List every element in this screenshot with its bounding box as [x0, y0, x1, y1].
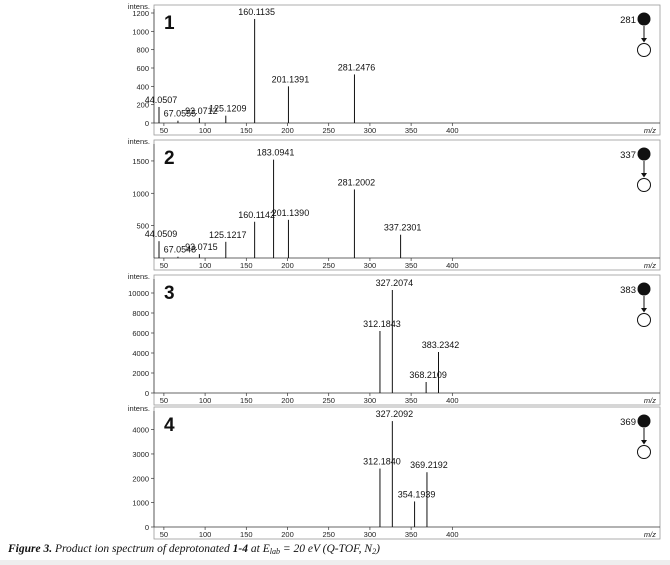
peak-label: 44.0509	[144, 229, 178, 240]
peak-label: 327.2092	[375, 409, 414, 420]
x-tick-label: 50	[159, 396, 169, 405]
precursor-label: 337	[620, 150, 636, 161]
caption-conditions: = 20 eV (Q-TOF, N	[279, 543, 373, 555]
x-tick-label: 200	[281, 530, 294, 539]
panel-number: 1	[164, 13, 175, 34]
x-tick-label: 200	[281, 126, 294, 135]
x-tick-label: 250	[322, 396, 335, 405]
peak-label: 354.1939	[397, 489, 436, 500]
x-tick-label: 100	[198, 396, 212, 405]
y-tick-label: 0	[144, 389, 149, 398]
precursor-ion-circle	[638, 148, 651, 161]
peak-label: 368.2109	[409, 370, 447, 380]
x-tick-label: 200	[281, 261, 294, 270]
y-tick-label: 1200	[132, 9, 149, 18]
x-tick-label: 150	[240, 396, 253, 405]
caption-gas-subscript: 2	[372, 547, 377, 556]
peak-label: 281.2476	[337, 62, 376, 73]
peak-label: 93.0712	[185, 105, 218, 116]
precursor-label: 383	[620, 285, 636, 296]
y-tick-label: 600	[136, 64, 149, 73]
peak-label: 337.2301	[383, 222, 422, 233]
x-tick-label: 150	[240, 261, 253, 270]
x-tick-label: 150	[240, 126, 253, 135]
peak-label: 160.1135	[238, 6, 276, 17]
peak-label: 67.0555	[163, 108, 197, 119]
fragmentation-arrowhead	[641, 173, 647, 178]
y-tick-label: 2000	[132, 369, 149, 378]
x-axis-label: m/z	[643, 396, 656, 405]
peak-label: 125.1209	[209, 103, 247, 114]
y-axis-label: intens.	[127, 404, 150, 413]
caption-energy: at E	[248, 543, 270, 555]
y-axis-label: intens.	[127, 2, 150, 11]
x-tick-label: 100	[198, 530, 212, 539]
x-tick-label: 400	[446, 530, 459, 539]
x-tick-label: 250	[322, 261, 335, 270]
x-tick-label: 300	[363, 530, 377, 539]
peak-label: 383.2342	[421, 340, 460, 350]
y-tick-label: 1500	[132, 156, 149, 166]
x-tick-label: 250	[322, 530, 335, 539]
x-tick-label: 400	[446, 126, 459, 135]
x-tick-label: 400	[446, 261, 459, 270]
peak-label: 67.0548	[163, 244, 197, 255]
fragmentation-arrowhead	[641, 308, 647, 313]
peak-label: 281.2002	[337, 177, 376, 188]
precursor-label: 281	[620, 15, 636, 26]
y-tick-label: 1000	[132, 189, 149, 199]
spectrum-panel-4	[128, 404, 660, 539]
x-axis-label: m/z	[643, 261, 656, 270]
panel-frame	[154, 407, 660, 539]
y-tick-label: 8000	[132, 309, 149, 318]
peak-label: 312.1843	[363, 319, 401, 329]
y-tick-label: 6000	[132, 329, 149, 338]
x-tick-label: 250	[322, 126, 335, 135]
precursor-ion-circle	[638, 13, 651, 26]
peak-label: 327.2074	[375, 278, 414, 288]
y-axis-label: intens.	[127, 137, 150, 146]
figure-caption	[8, 543, 658, 559]
caption-energy-subscript: lab	[269, 547, 280, 556]
x-tick-label: 400	[446, 396, 459, 405]
panel-frame	[154, 5, 660, 135]
fragmentation-arrowhead	[641, 440, 647, 445]
peak-label: 369.2192	[410, 460, 448, 471]
x-tick-label: 50	[159, 530, 169, 539]
x-tick-label: 100	[198, 126, 212, 135]
peak-label: 125.1217	[209, 229, 247, 240]
y-tick-label: 1000	[132, 27, 149, 37]
y-tick-label: 800	[136, 45, 149, 55]
spectrum-panel-3	[128, 272, 660, 405]
y-tick-label: 10000	[128, 289, 149, 298]
fragment-ion-circle	[638, 314, 651, 327]
y-tick-label: 200	[136, 100, 149, 110]
panel-number: 2	[164, 148, 175, 169]
peak-label: 312.1840	[363, 456, 401, 467]
peak-label: 201.1390	[271, 207, 310, 218]
x-tick-label: 300	[363, 396, 377, 405]
x-tick-label: 200	[281, 396, 294, 405]
y-tick-label: 4000	[132, 349, 149, 358]
panel-number: 3	[164, 283, 175, 304]
precursor-ion-circle	[638, 415, 651, 428]
x-tick-label: 350	[404, 261, 418, 270]
x-tick-label: 300	[363, 126, 377, 135]
peak-label: 201.1391	[271, 74, 310, 85]
y-tick-label: 4000	[132, 425, 149, 435]
x-tick-label: 350	[404, 396, 418, 405]
fragment-ion-circle	[638, 446, 651, 459]
x-tick-label: 50	[159, 261, 169, 270]
y-axis-label: intens.	[127, 272, 150, 281]
x-tick-label: 50	[159, 126, 169, 135]
y-tick-label: 2000	[132, 474, 149, 484]
y-tick-label: 0	[144, 119, 149, 128]
fragment-ion-circle	[638, 179, 651, 192]
spectrum-panel-2	[128, 137, 660, 270]
x-axis-label: m/z	[643, 126, 656, 135]
x-tick-label: 350	[404, 126, 418, 135]
caption-end: )	[376, 543, 380, 555]
peak-label: 93.0715	[185, 242, 218, 253]
y-tick-label: 3000	[132, 449, 149, 459]
y-tick-label: 400	[136, 82, 149, 92]
fragment-ion-circle	[638, 44, 651, 57]
caption-compounds: 1-4	[232, 543, 249, 555]
peak-label: 160.1142	[238, 209, 276, 220]
spectrum-panel-1	[128, 2, 660, 135]
x-tick-label: 350	[404, 530, 418, 539]
caption-figure-number: Figure 3.	[8, 543, 53, 555]
x-tick-label: 100	[198, 261, 212, 270]
y-tick-label: 0	[144, 523, 149, 532]
x-tick-label: 300	[363, 261, 377, 270]
y-tick-label: 1000	[132, 498, 149, 508]
x-axis-label: m/z	[643, 530, 656, 539]
caption-text: Product ion spectrum of deprotonated	[52, 543, 233, 555]
panel-frame	[154, 275, 660, 405]
y-tick-label: 500	[136, 221, 149, 231]
precursor-ion-circle	[638, 283, 651, 296]
panel-frame	[154, 140, 660, 270]
x-tick-label: 150	[240, 530, 253, 539]
precursor-label: 369	[620, 417, 636, 428]
peak-label: 44.0507	[144, 94, 178, 105]
panel-number: 4	[164, 415, 175, 436]
fragmentation-arrowhead	[641, 38, 647, 43]
peak-label: 183.0941	[256, 147, 295, 158]
footer-bar	[0, 560, 670, 565]
